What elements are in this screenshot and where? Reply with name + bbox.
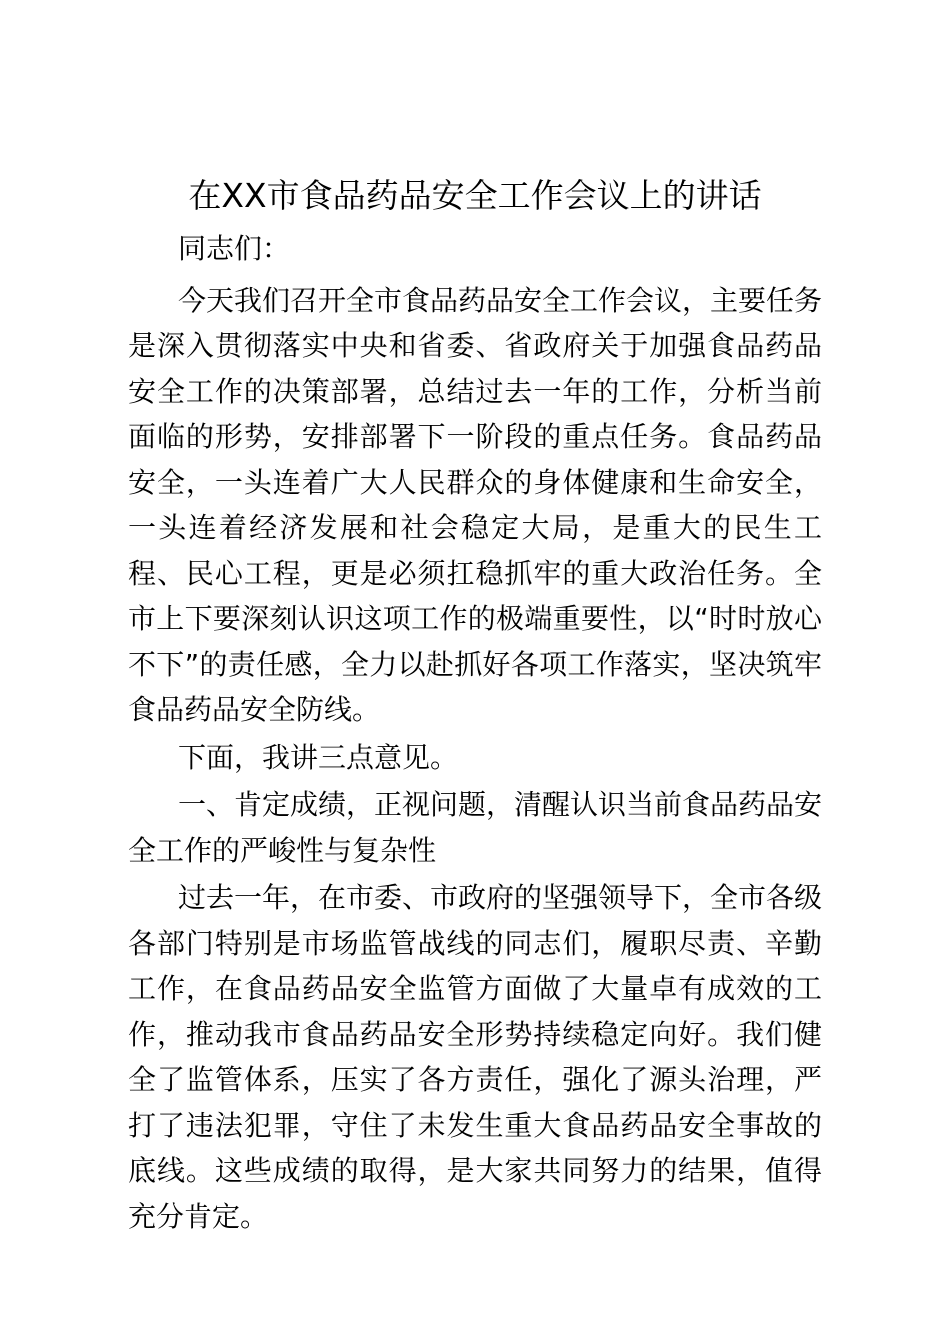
paragraph-achievements: 过去一年，在市委、市政府的坚强领导下，全市各级各部门特别是市场监管战线的同志们，履职尽责、辛勤工作，在食品药品安全监管方面做了大量卓有成效的工作，推动我市食品药品安全形势持续稳定向好。我们健全了监管体系，压实了各方责任，强化了源头治理，严打了违法犯罪，守住了未发生重大食品药品安全事故的底线。这些成绩的取得，是大家共同努力的结果，值得充分肯定。 bbox=[128, 881, 823, 1233]
section-heading-1: 一、肯定成绩，正视问题，清醒认识当前食品药品安全工作的严峻性与复杂性 bbox=[128, 788, 823, 867]
paragraph-transition: 下面，我讲三点意见。 bbox=[178, 740, 459, 774]
greeting: 同志们： bbox=[178, 232, 291, 265]
document-title: 在XX市食品药品安全工作会议上的讲话 bbox=[188, 176, 762, 215]
paragraph-intro: 今天我们召开全市食品药品安全工作会议，主要任务是深入贯彻落实中央和省委、省政府关于加强食品药品安全工作的决策部署，总结过去一年的工作，分析当前面临的形势，安排部署下一阶段的重点任务。食品药品安全，一头连着广大人民群众的身体健康和生命安全，一头连着经济发展和社会稳定大局，是重大的民生工程、民心工程，更是必须扛稳抓牢的重大政治任务。全市上下要深刻认识这项工作的极端重要性，以“时时放心不下”的责任感，全力以赴抓好各项工作落实，坚决筑牢食品药品安全防线。 bbox=[128, 283, 823, 726]
document-body bbox=[128, 226, 822, 1241]
